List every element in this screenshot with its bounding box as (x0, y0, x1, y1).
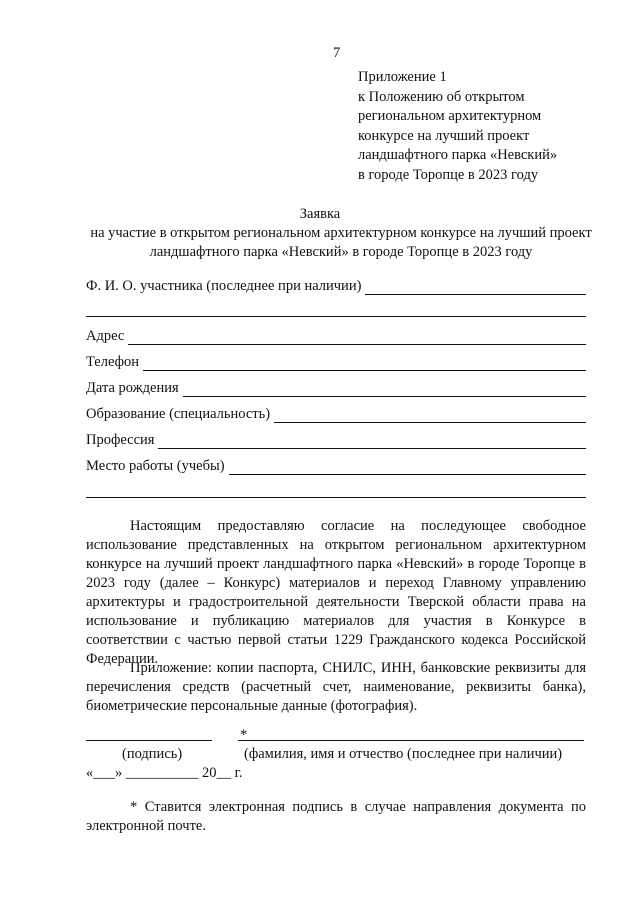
footnote (86, 798, 586, 836)
field-label: Телефон (86, 354, 139, 370)
annex-line: ландшафтного парка «Невский» (358, 147, 558, 164)
name-caption: (фамилия, имя и отчество (последнее при наличии) (244, 746, 563, 762)
fill-line[interactable] (158, 434, 586, 449)
consent-text: Настоящим предоставляю согласие на последующее свободное использование представленных на открытом региональном архитектурном конкурсе на лучший проект ландшафтного парка «Невский» в городе Торопце в 2023 году (далее – Конкурс) материалов и переход Главному управлению архитектуры и градостроительной деятельности Тверской области права на использование и публикацию материалов для участия в Конкурсе в соответствии с частью первой статьи 1229 Гражданского кодекса Российской Федерации. (86, 518, 586, 667)
field-label: Дата рождения (86, 380, 179, 396)
field-workplace[interactable] (86, 456, 586, 475)
footnote-text: * Ставится электронная подпись в случае направления документа по электронной почте. (86, 799, 586, 834)
field-birth-date[interactable] (86, 378, 586, 397)
attachment-paragraph (86, 659, 586, 716)
annex-line: конкурсе на лучший проект (358, 127, 530, 144)
fill-line[interactable] (128, 330, 586, 345)
document-subtitle: на участие в открытом региональном архитектурном конкурсе на лучший проект ландшафтного парка «Невский» в городе Торопце в 2023 году (90, 225, 592, 260)
field-phone[interactable] (86, 352, 586, 371)
field-profession[interactable] (86, 430, 586, 449)
signature-line[interactable] (86, 740, 212, 741)
annex-line: в городе Торопце в 2023 году (358, 166, 539, 183)
attachment-text: Приложение: копии паспорта, СНИЛС, ИНН, банковские реквизиты для перечисления средств (расчетный счет, наименование, реквизиты банка), биометрические персональные данные (фотография). (86, 660, 586, 714)
consent-paragraph (86, 517, 586, 669)
field-label: Образование (специальность) (86, 406, 271, 422)
field-full-name[interactable] (86, 276, 586, 295)
fill-line[interactable] (365, 280, 586, 295)
fill-line-continuation[interactable] (86, 316, 586, 317)
field-education[interactable] (86, 404, 586, 423)
fill-line[interactable] (274, 408, 586, 423)
field-address[interactable] (86, 326, 586, 345)
fill-line-continuation[interactable] (86, 497, 586, 498)
name-line[interactable] (238, 740, 584, 741)
fill-line[interactable] (229, 460, 586, 475)
annex-header (358, 68, 608, 186)
fill-line[interactable] (183, 382, 586, 397)
field-label: Место работы (учебы) (86, 458, 225, 474)
date-line[interactable]: «___» __________ 20__ г. (86, 765, 243, 781)
annex-line: к Положению об открытом (358, 88, 525, 105)
annex-line: региональном архитектурном (358, 108, 542, 125)
page-number: 7 (333, 45, 341, 61)
document-title: Заявка (299, 206, 341, 222)
signature-asterisk: * (240, 727, 248, 743)
field-label: Ф. И. О. участника (последнее при наличии) (86, 278, 362, 294)
fill-line[interactable] (143, 356, 586, 371)
annex-line: Приложение 1 (358, 69, 447, 85)
signature-caption: (подпись) (122, 746, 183, 762)
field-label: Профессия (86, 432, 155, 448)
field-label: Адрес (86, 328, 125, 344)
